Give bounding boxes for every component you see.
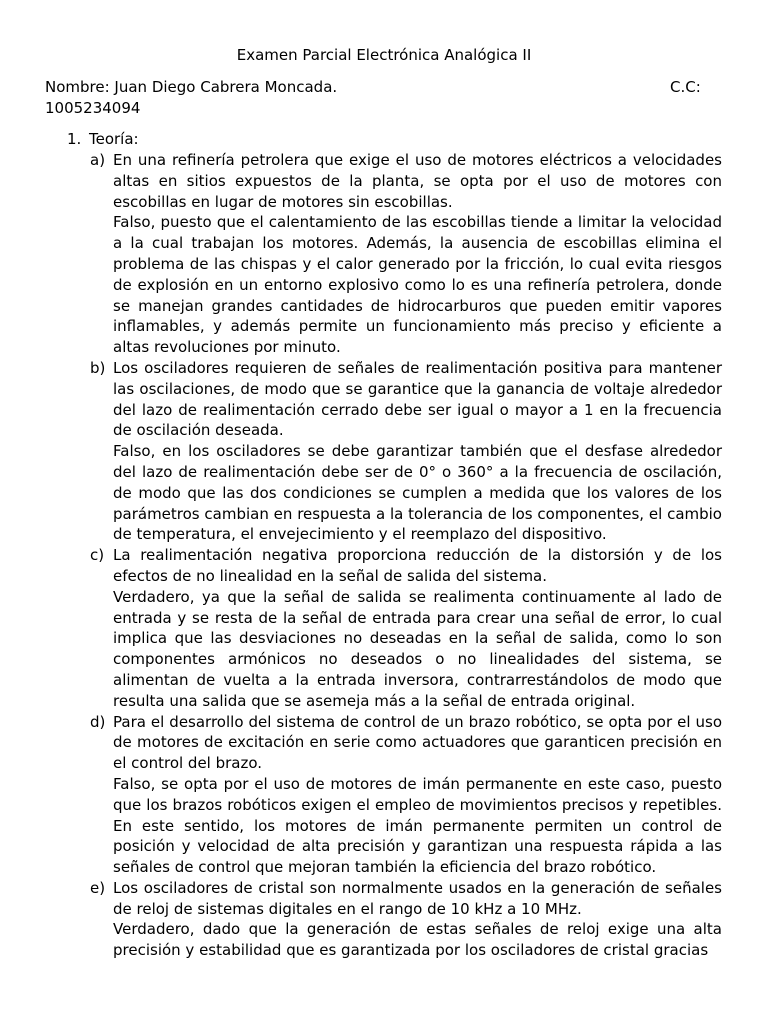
question-statement: Los osciladores requieren de señales de realimentación positiva para mantener las oscilaciones, de modo que se garantice que la ganancia de voltaje alrededor del lazo de realimentación cerrado debe ser igual o mayor a 1 en la frecuencia de oscilación deseada. xyxy=(113,358,722,440)
student-name-line xyxy=(45,77,705,98)
question-answer: Falso, en los osciladores se debe garantizar también que el desfase alrededor del lazo de realimentación debe ser de 0° o 360° a la frecuencia de oscilación, de modo que las dos condiciones se cumplen a medida que los valores de los parámetros cambian en respuesta a la tolerancia de los componentes, el cambio de temperatura, el envejecimiento y el reemplazo del dispositivo. xyxy=(113,442,722,544)
question-statement: Para el desarrollo del sistema de control de un brazo robótico, se opta por el uso de motores de excitación en serie como actuadores que garanticen precisión en el control del brazo. xyxy=(113,712,722,773)
question-list xyxy=(0,150,768,961)
question-item-c xyxy=(90,545,722,711)
question-statement: En una refinería petrolera que exige el uso de motores eléctricos a velocidades altas en sitios expuestos de la planta, se opta por el uso de motores con escobillas en lugar de motores sin escobillas. xyxy=(113,151,722,211)
question-item-e xyxy=(90,878,722,961)
question-statement: Los osciladores de cristal son normalmente usados en la generación de señales de reloj de sistemas digitales en el rango de 10 kHz a 10 MHz. xyxy=(113,878,722,918)
section-number: 1. xyxy=(67,130,82,148)
question-item-b xyxy=(90,358,722,545)
question-letter: d) xyxy=(90,712,106,731)
question-answer: Falso, puesto que el calentamiento de las escobillas tiende a limitar la velocidad a la cual trabajan los motores. Además, la ausencia de escobillas elimina el problema de las chispas y el calor generado por la fricción, lo cual evita riesgos de explosión en un entorno explosivo como lo es una refinería petrolera, donde se manejan grandes cantidades de hidrocarburos que pueden emitir vapores inflamables, y además permite un funcionamiento más preciso y eficiente a altas revoluciones por minuto. xyxy=(113,213,722,357)
question-letter: b) xyxy=(90,358,106,377)
question-letter: a) xyxy=(90,151,106,169)
student-name: Nombre: Juan Diego Cabrera Moncada. xyxy=(45,78,338,96)
question-item-d xyxy=(90,712,722,878)
document-title: Examen Parcial Electrónica Analógica II xyxy=(236,46,532,64)
question-letter: e) xyxy=(90,878,106,897)
section-title: Teoría: xyxy=(89,130,139,148)
question-answer: Falso, se opta por el uso de motores de imán permanente en este caso, puesto que los brazos robóticos exigen el empleo de movimientos precisos y repetibles. En este sentido, los motores de imán permanente permiten un control de posición y velocidad de alta precisión y garantizan una respuesta rápida a las señales de control que mejoran también la eficiencia del brazo robótico. xyxy=(113,774,722,877)
question-letter: c) xyxy=(90,546,105,565)
cc-label: C.C: xyxy=(670,78,701,96)
section-heading xyxy=(67,129,139,150)
question-item-a xyxy=(90,150,722,358)
question-answer: Verdadero, dado que la generación de estas señales de reloj exige una alta precisión y estabilidad que es garantizada por los osciladores de cristal gracias xyxy=(113,920,722,960)
question-statement: La realimentación negativa proporciona reducción de la distorsión y de los efectos de no linealidad en la señal de salida del sistema. xyxy=(113,546,722,585)
question-answer: Verdadero, ya que la señal de salida se realimenta continuamente al lado de entrada y se resta de la señal de entrada para crear una señal de error, lo cual implica que las desviaciones no deseadas en la señal de salida, como lo son componentes armónicos no deseados o no linealidades del sistema, se alimentan de vuelta a la entrada inversora, contrarrestándolos de modo que resulta una salida que se asemeja más a la señal de entrada original. xyxy=(113,587,722,710)
cc-number: 1005234094 xyxy=(45,99,141,117)
